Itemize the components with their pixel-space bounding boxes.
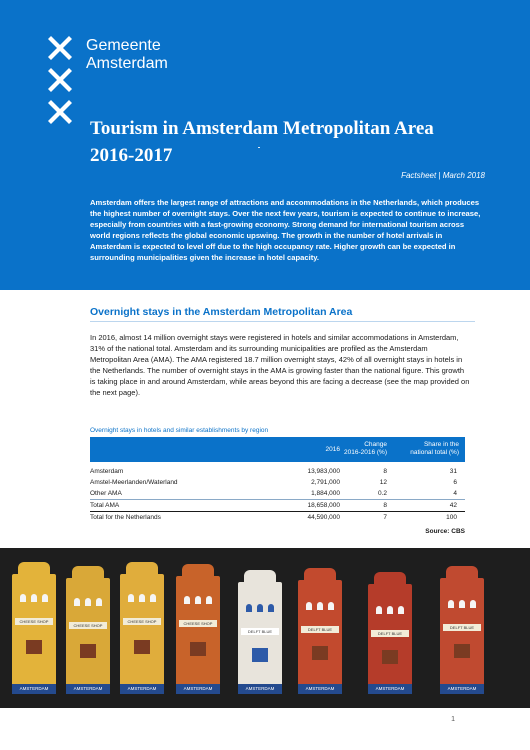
canal-house-souvenir xyxy=(176,576,220,694)
cell-change: 12 xyxy=(379,479,387,486)
canal-house-souvenir xyxy=(298,580,342,694)
page-title xyxy=(90,115,490,169)
cell-share: 31 xyxy=(449,468,457,475)
table-row-total-ama xyxy=(90,499,465,511)
shop-sign: DELFT BLUE xyxy=(443,624,481,631)
shop-sign: CHEESE SHOP xyxy=(123,618,161,625)
cell-share: 6 xyxy=(453,479,457,486)
table-row xyxy=(90,466,465,477)
title-line-2: 2016-2017 xyxy=(90,145,173,166)
house-base-label: AMSTERDAM xyxy=(298,684,342,694)
house-base-label: AMSTERDAM xyxy=(176,684,220,694)
table-header xyxy=(90,437,465,462)
cell-change: 7 xyxy=(383,514,387,521)
table-caption: Overnight stays in hotels and similar establishments by region xyxy=(90,427,269,434)
canal-house-souvenir xyxy=(120,574,164,694)
logo-line-1: Gemeente xyxy=(86,37,161,54)
house-base-label: AMSTERDAM xyxy=(66,684,110,694)
decorative-dot xyxy=(258,147,260,148)
cell-change: 8 xyxy=(383,468,387,475)
table-row xyxy=(90,488,465,499)
row-label: Other AMA xyxy=(90,490,122,497)
overnight-stays-table xyxy=(90,437,465,523)
cell-change: 8 xyxy=(383,502,387,509)
house-base-label: AMSTERDAM xyxy=(440,684,484,694)
title-line-1: Tourism in Amsterdam Metropolitan Area xyxy=(90,118,434,139)
column-header-change: Change 2016-2016 (%) xyxy=(344,441,387,456)
logo-line-2: Amsterdam xyxy=(86,55,168,72)
shop-sign: DELFT BLUE xyxy=(371,630,409,637)
canal-house-souvenirs-photo xyxy=(0,548,530,708)
andreas-cross-icon xyxy=(48,68,72,92)
shop-sign: DELFT BLUE xyxy=(301,626,339,633)
column-header-share: Share in the national total (%) xyxy=(410,441,459,456)
cell-2016: 1,884,000 xyxy=(311,490,340,497)
cell-2016: 13,983,000 xyxy=(307,468,340,475)
logo-wordmark xyxy=(86,37,168,73)
cell-2016: 18,658,000 xyxy=(307,502,340,509)
section-divider xyxy=(90,321,475,322)
row-label: Amstel-Meerlanden/Waterland xyxy=(90,479,178,486)
page-number: 1 xyxy=(451,716,455,723)
canal-house-souvenir xyxy=(368,584,412,694)
cell-2016: 2,791,000 xyxy=(311,479,340,486)
house-base-label: AMSTERDAM xyxy=(238,684,282,694)
shop-sign: CHEESE SHOP xyxy=(179,620,217,627)
house-base-label: AMSTERDAM xyxy=(12,684,56,694)
table-source: Source: CBS xyxy=(425,528,465,535)
table-row xyxy=(90,477,465,488)
row-label: Amsterdam xyxy=(90,468,124,475)
factsheet-date: Factsheet | March 2018 xyxy=(401,171,485,180)
canal-house-souvenir xyxy=(66,578,110,694)
canal-house-souvenir xyxy=(440,578,484,694)
andreas-cross-icon xyxy=(48,100,72,124)
cell-share: 42 xyxy=(449,502,457,509)
table-row-total-netherlands xyxy=(90,511,465,523)
shop-sign: CHEESE SHOP xyxy=(69,622,107,629)
cell-share: 4 xyxy=(453,490,457,497)
canal-house-souvenir xyxy=(12,574,56,694)
intro-paragraph: Amsterdam offers the largest range of attractions and accommodations in the Netherlands, which produces the highest number of overnight stays. Over the next few years, tourism is expected to continue to increase, especially from countries with a fast-growing economy. Strong demand for international tourism across world regions reflects the global economic upswing. The growth in the number of hotel arrivals in Amsterdam is expected to level off due to the high occupancy rate. Higher growth can be expected in surrounding municipalities given the increase in hotel capacity. xyxy=(90,198,481,262)
house-base-label: AMSTERDAM xyxy=(120,684,164,694)
shop-sign: CHEESE SHOP xyxy=(15,618,53,625)
column-header-2016: 2016 xyxy=(325,446,340,453)
section-heading: Overnight stays in the Amsterdam Metropolitan Area xyxy=(90,306,353,318)
cell-change: 0.2 xyxy=(377,490,387,497)
row-label: Total AMA xyxy=(90,502,120,509)
row-label: Total for the Netherlands xyxy=(90,514,161,521)
header-banner xyxy=(0,0,530,290)
house-base-label: AMSTERDAM xyxy=(368,684,412,694)
shop-sign: DELFT BLUE xyxy=(241,628,279,635)
cell-share: 100 xyxy=(446,514,457,521)
andreas-cross-icon xyxy=(48,36,72,60)
canal-house-souvenir xyxy=(238,582,282,694)
section-body: In 2016, almost 14 million overnight stays were registered in hotels and similar accommodations in Amsterdam, 31% of the national total. Amsterdam and its surrounding municipalities are profiled as the Amsterdam Metropolitan Area (AMA). The AMA registered 18.7 million overnight stays, 42% of all overnight stays in hotels in the Netherlands. The number of overnight stays in the AMA is growing faster than the national figure. This growth is taking place in and around Amsterdam, while areas beyond this are facing a decrease (see the map provided on the next page). xyxy=(90,333,470,397)
cell-2016: 44,590,000 xyxy=(307,514,340,521)
